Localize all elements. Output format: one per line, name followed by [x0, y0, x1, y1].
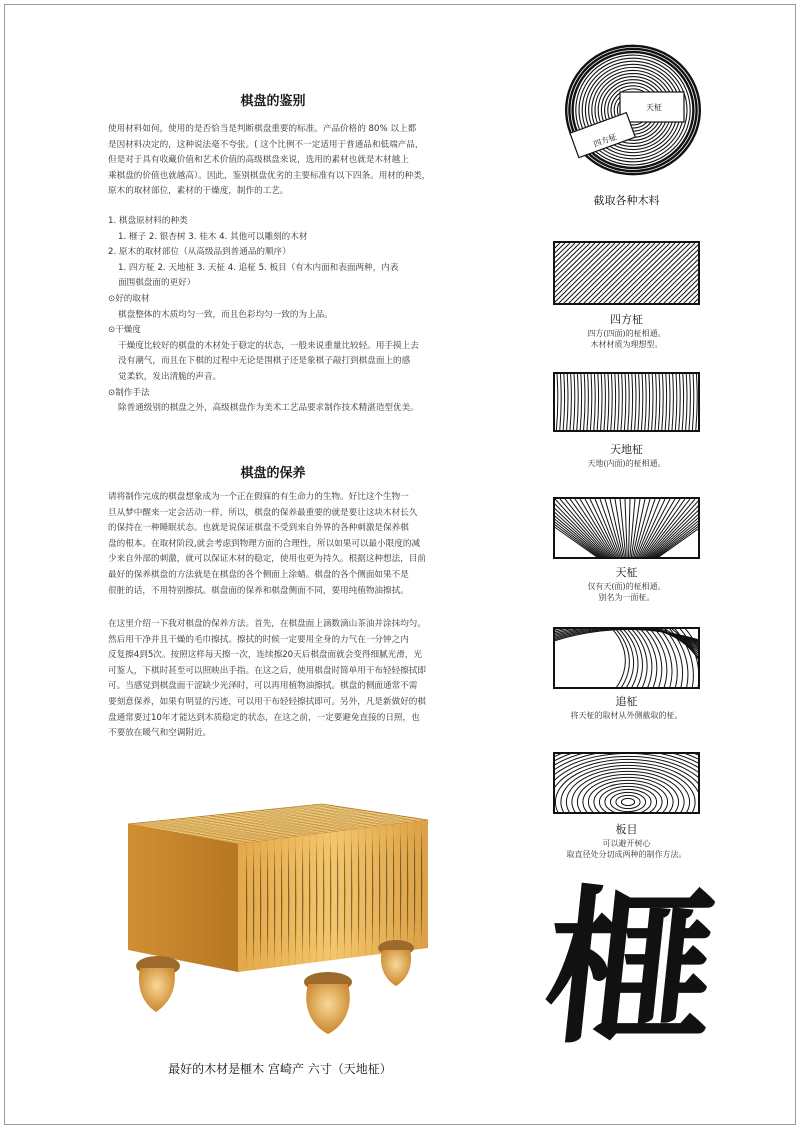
list-item: 1. 四方柾 2. 天地柾 3. 天柾 4. 追柾 5. 板目（有木内面和表面两种，内表: [118, 262, 399, 273]
list-heading: 1. 棋盘原材料的种类: [108, 216, 188, 226]
grain-lines: [555, 754, 700, 814]
intro-line: 乘棋盘的价值也就越高）。因此，鉴别棋盘优劣的主要标准有以下四条。用材的种类，: [108, 170, 431, 181]
grain-desc-line: 木材材质为理想型。: [590, 340, 663, 349]
grain-desc-line: 可以避开树心: [602, 839, 651, 848]
list-item: 除普通级别的棋盘之外，高级棋盘作为美术工艺品要求制作技术精湛造型优美。: [118, 403, 419, 414]
section1-list: [108, 214, 438, 417]
section2-para1: [108, 490, 438, 599]
para-line: 反复擦4到5次。按照这样每天擦一次，连续擦20天后棋盘面就会变得细腻光滑，光: [108, 650, 423, 661]
list-item: 面围棋盘面的更好）: [118, 278, 196, 289]
list-item: 干燥度比较好的棋盘的木材处于稳定的状态，一般来说重量比较轻。用手摸上去: [118, 340, 419, 351]
intro-line: 是因材料决定的，这种说法毫不夸张。( 这个比例不一定适用于普通品和低端产品，: [108, 139, 424, 150]
list-item: 棋盘整体的木质均匀一致，而且色彩均匀一致的为上品。: [118, 309, 333, 320]
list-heading: ⊙干燥度: [108, 325, 141, 336]
intro-line: 原木的取材部位，素材的干燥度，制作的工艺。: [108, 186, 289, 197]
log-caption: 截取各种木料: [593, 194, 660, 207]
grain-title: 天柾: [615, 566, 638, 579]
list-heading: ⊙制作手法: [108, 387, 150, 398]
log-label-tian: 天柾: [646, 103, 662, 112]
para-line: 在这里介绍一下我对棋盘的保养方法。首先，在棋盘面上滴数滴山茶油并涂抹均匀。: [108, 619, 426, 629]
board-caption: 最好的木材是榧木 宫崎产 六寸（天地柾）: [168, 1062, 392, 1076]
grain-sample-zhui: [553, 627, 700, 689]
section1-intro: [108, 122, 438, 200]
grain-desc-line: 将天柾的取材从外侧截取的柾。: [570, 711, 683, 720]
para-line: 要刻意保养，如果有明显的污迹，可以用干布轻轻擦拭即可。另外，凡是新做好的棋: [108, 696, 426, 707]
section1-title: 棋盘的鉴别: [240, 94, 306, 109]
grain-lines: [555, 629, 700, 689]
grain-desc-line: 天地(内面)的柾相通。: [587, 459, 666, 468]
grain-lines: [555, 243, 700, 305]
grain-sample-tiandi: [553, 372, 700, 432]
grain-sample-tian: [553, 497, 700, 559]
list-heading: ⊙好的取材: [108, 293, 150, 304]
grain-desc-line: 取直径处分切成两种的制作方法。: [566, 850, 687, 859]
grain-lines: [555, 499, 700, 559]
list-item: 没有潮气，而且在下棋的过程中无论是围棋子还是象棋子敲打到棋盘面上的感: [118, 356, 411, 367]
para-line: 很脏的话，不用特别擦拭。棋盘面的保养和棋盘侧面不同，要用纯植物油擦拭。: [108, 585, 409, 596]
list-heading: 2. 原木的取材部位（从高级品到普通品的顺序）: [108, 247, 291, 258]
grain-desc-line: 仅有天(面)的柾相通。: [587, 582, 666, 591]
list-item: 1. 榧子 2. 银杏树 3. 桂木 4. 其他可以雕刻的木材: [118, 231, 308, 242]
para-line: 盘的根本。在取材阶段,就会考虑到物理方面的合理性，所以如果可以最小限度的减: [108, 538, 421, 549]
para-line: 可鉴人，下棋时甚至可以照映出手指。在这之后，使用棋盘时简单用干布轻轻擦拭即: [108, 665, 426, 676]
intro-line: 使用材料如何，使用的是否恰当是判断棋盘重要的标准。产品价格的 80% 以上都: [108, 124, 417, 134]
grain-title: 板目: [615, 823, 638, 836]
grain-desc: [520, 710, 733, 721]
grain-title: 四方柾: [610, 313, 643, 326]
grain-desc: [520, 328, 733, 350]
grain-sample-banmu: [553, 752, 700, 814]
para-line: 可。当感觉到棋盘面干涩缺少光泽时，可以再用植物油擦拭。棋盘的侧面通常不需: [108, 681, 418, 692]
grain-desc: [520, 458, 733, 469]
para-line: 盘通常要过10年才能达到木质稳定的状态，在这之前，一定要避免直接的日照，也: [108, 712, 420, 723]
grain-lines: [556, 374, 700, 432]
list-item: 觉柔软，发出清脆的声音。: [118, 371, 222, 382]
para-line: 然后用干净并且干燥的毛巾擦拭。擦拭的时候一定要用全身的力气在一分钟之内: [108, 634, 409, 645]
para-line: 旦从梦中醒来一定会活动一样，所以，棋盘的保养最重要的就是要让这块木材长久: [108, 507, 418, 518]
grain-desc: [520, 838, 733, 860]
grain-desc: [520, 581, 733, 603]
calligraphy-kaya: 榧: [535, 869, 725, 1067]
section2-para2: [108, 617, 438, 742]
grain-title: 追柾: [615, 695, 638, 708]
grain-sample-sifang: [553, 241, 700, 305]
grain-title: 天地柾: [610, 443, 643, 456]
log-cross-section-illustration: [558, 40, 708, 180]
grain-desc-line: 别名为一面柾。: [598, 593, 655, 602]
para-line: 请将制作完成的棋盘想象成为一个正在假寐的有生命力的生物。好比这个生物一: [108, 492, 409, 502]
grain-desc-line: 四方(四面)的柾相通。: [587, 329, 666, 338]
go-board-illustration: [110, 790, 450, 1050]
intro-line: 但是对于具有收藏价值和艺术价值的高级棋盘来说，选用的素材也就是木材越上: [108, 155, 409, 166]
para-line: 的保持在一种睡眠状态。也就是说保证棋盘不受到来自外界的各种刺激是保养棋: [108, 523, 409, 534]
para-line: 最好的保养棋盘的方法就是在棋盘的各个侧面上涂蜡。棋盘的各个侧面如果不是: [108, 569, 409, 580]
section2-title: 棋盘的保养: [240, 466, 306, 481]
log-label-sifang: 四方柾: [592, 132, 618, 149]
para-line: 不要放在暖气和空调附近。: [108, 728, 212, 739]
para-line: 少来自外部的刺激，就可以保证木材的稳定，使用也更为持久。根据这种想法，目前: [108, 554, 426, 565]
